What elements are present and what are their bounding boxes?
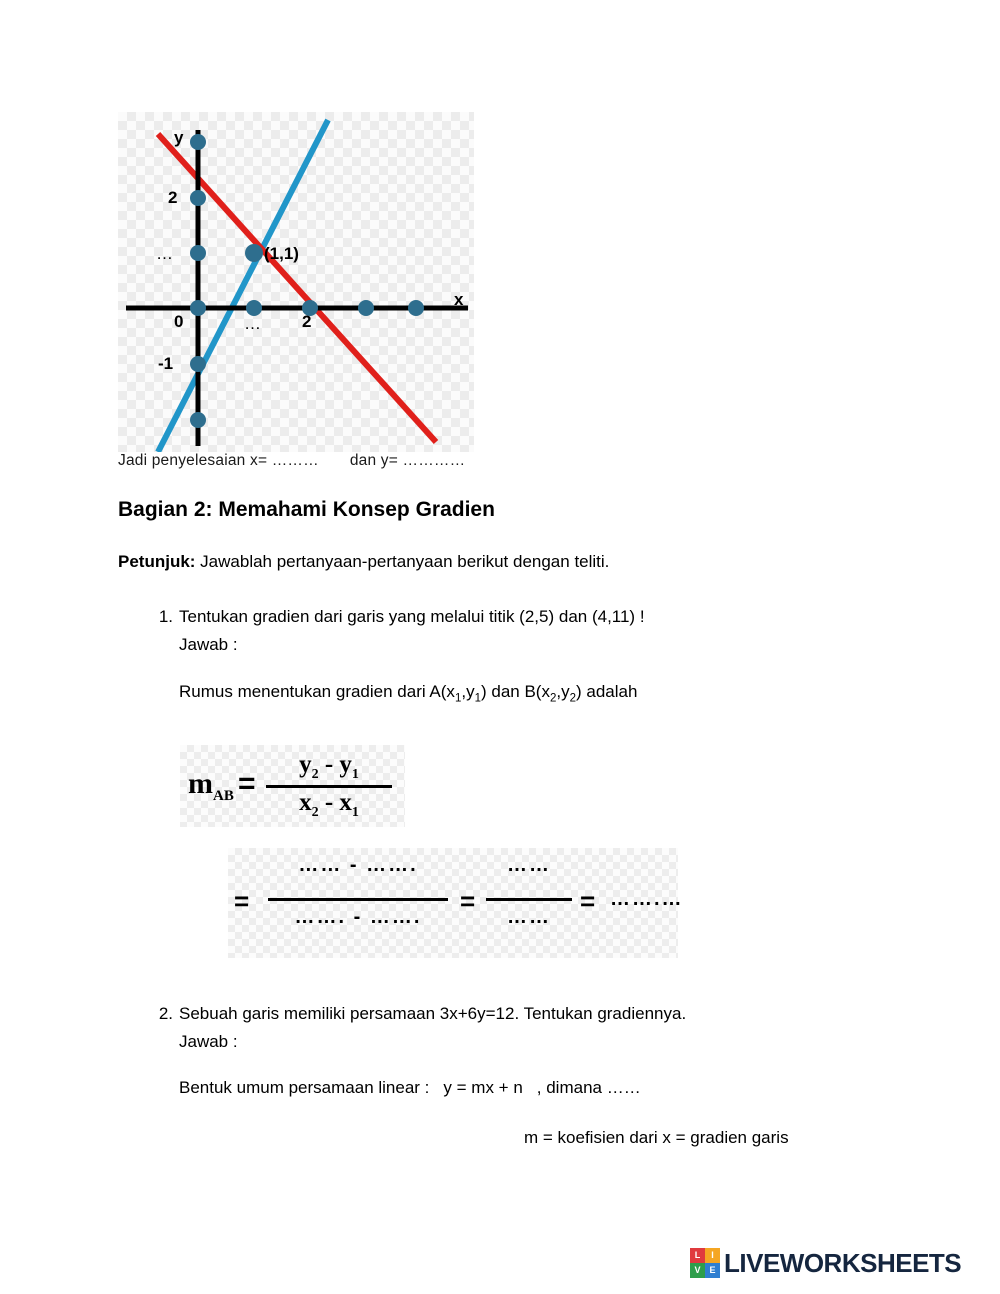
formula-equals: = xyxy=(238,767,256,800)
logo-letter-l: L xyxy=(690,1248,705,1263)
intersection-point-label: (1,1) xyxy=(264,244,299,263)
blank-fraction-bar-1 xyxy=(268,898,448,901)
question-2-text: Sebuah garis memiliki persamaan 3x+6y=12. Tentukan gradiennya. xyxy=(179,1004,687,1023)
bentuk-umum-equation: y = mx + n xyxy=(443,1078,523,1097)
y-tick-2: 2 xyxy=(168,188,178,207)
question-1-text: Tentukan gradien dari garis yang melalui titik (2,5) dan (4,11) ! xyxy=(179,607,645,626)
gradient-formula-description xyxy=(179,682,637,704)
question-1-answer-label: Jawab : xyxy=(179,635,238,654)
logo-mark-icon xyxy=(690,1248,720,1278)
section-title: Bagian 2: Memahami Konsep Gradien xyxy=(118,498,495,521)
graph-caption xyxy=(118,452,465,470)
blank-num1-right: ……. xyxy=(366,854,418,876)
den-x2: x xyxy=(299,789,312,816)
plot-point xyxy=(190,412,206,428)
formula-m: m xyxy=(188,767,213,800)
blank-result: …….… xyxy=(610,888,684,910)
blank-num1-left: …… xyxy=(298,854,343,876)
rumus-mid-2: ) dan B(x xyxy=(480,682,550,701)
rumus-sub-1: 1 xyxy=(454,692,462,705)
blank-den1-left: ……. xyxy=(294,906,347,928)
formula-numerator xyxy=(268,751,390,783)
den-x1-sub: 1 xyxy=(351,805,359,820)
plot-point xyxy=(190,134,206,150)
question-1 xyxy=(145,603,945,659)
blank-fraction-bar-2 xyxy=(486,898,572,901)
question-2-number: 2. xyxy=(158,1004,173,1023)
rumus-sub-3: 2 xyxy=(549,692,557,705)
question-2 xyxy=(145,1000,945,1056)
logo-letter-e: E xyxy=(705,1263,720,1278)
question-1-number: 1. xyxy=(158,607,173,626)
blue-line xyxy=(158,120,328,452)
plot-point xyxy=(358,300,374,316)
rumus-suffix: ) adalah xyxy=(576,682,638,701)
question-2-answer-label: Jawab : xyxy=(179,1032,238,1051)
blank-equals-3: = xyxy=(580,886,596,916)
instructions xyxy=(118,552,609,572)
blank-equals-1: = xyxy=(234,886,250,916)
linear-equation-form xyxy=(179,1078,641,1098)
blank-numerator-2: …… xyxy=(507,854,551,876)
plot-point xyxy=(190,245,206,261)
blank-den1-minus: - xyxy=(353,906,363,928)
plot-point xyxy=(190,300,206,316)
x-axis-label: x xyxy=(454,290,464,309)
plot-point xyxy=(408,300,424,316)
blank-numerator-1 xyxy=(268,854,448,877)
y-tick-dots: … xyxy=(156,244,173,263)
caption-middle: dan y= ………… xyxy=(349,452,466,469)
den-minus: - xyxy=(324,789,334,816)
rumus-prefix: Rumus menentukan gradien dari A(x xyxy=(179,682,455,701)
liveworksheets-logo xyxy=(690,1248,961,1278)
instructions-label: Petunjuk: xyxy=(118,552,196,571)
num-minus: - xyxy=(324,751,334,778)
gradient-formula-image xyxy=(180,745,405,827)
blank-denominator-1 xyxy=(268,906,448,929)
num-y1: y xyxy=(339,751,352,778)
num-y1-sub: 1 xyxy=(351,767,359,782)
blank-den1-right: ……. xyxy=(369,906,422,928)
blank-equals-2: = xyxy=(460,886,476,916)
coordinate-graph-image xyxy=(118,112,474,452)
plot-point xyxy=(190,190,206,206)
graph-svg xyxy=(118,112,474,452)
y-axis-label: y xyxy=(174,128,184,147)
intersection-point xyxy=(245,244,263,262)
rumus-sub-2: 1 xyxy=(474,692,481,705)
y-tick-neg1: -1 xyxy=(158,354,174,373)
num-y2: y xyxy=(299,751,312,778)
den-x1: x xyxy=(339,789,352,816)
origin-label: 0 xyxy=(174,312,184,331)
instructions-text: Jawablah pertanyaan-pertanyaan berikut dengan teliti. xyxy=(195,552,610,571)
caption-prefix: Jadi penyelesaian x= ……… xyxy=(118,452,319,469)
rumus-mid-3: ,y xyxy=(556,682,570,701)
bentuk-umum-label: Bentuk umum persamaan linear : xyxy=(179,1078,430,1097)
m-coefficient-note: m = koefisien dari x = gradien garis xyxy=(524,1128,789,1147)
formula-m-sub: AB xyxy=(213,788,234,804)
rumus-sub-4: 2 xyxy=(569,692,577,705)
fraction-bar xyxy=(266,785,392,788)
x-tick-2: 2 xyxy=(302,312,312,331)
x-tick-dots: … xyxy=(244,314,261,333)
rumus-mid-1: ,y xyxy=(461,682,475,701)
logo-letter-i: I xyxy=(705,1248,720,1263)
plot-point xyxy=(190,356,206,372)
formula-m-label xyxy=(188,767,234,805)
formula-denominator xyxy=(268,789,390,821)
blank-denominator-2: …… xyxy=(507,906,551,928)
blank-num1-minus: - xyxy=(349,854,359,876)
logo-wordmark: LIVEWORKSHEETS xyxy=(724,1247,962,1278)
logo-letter-v: V xyxy=(690,1263,705,1278)
blank-fraction-image xyxy=(228,848,684,958)
bentuk-umum-tail: , dimana …… xyxy=(536,1078,641,1097)
den-x2-sub: 2 xyxy=(311,805,319,820)
num-y2-sub: 2 xyxy=(311,767,319,782)
